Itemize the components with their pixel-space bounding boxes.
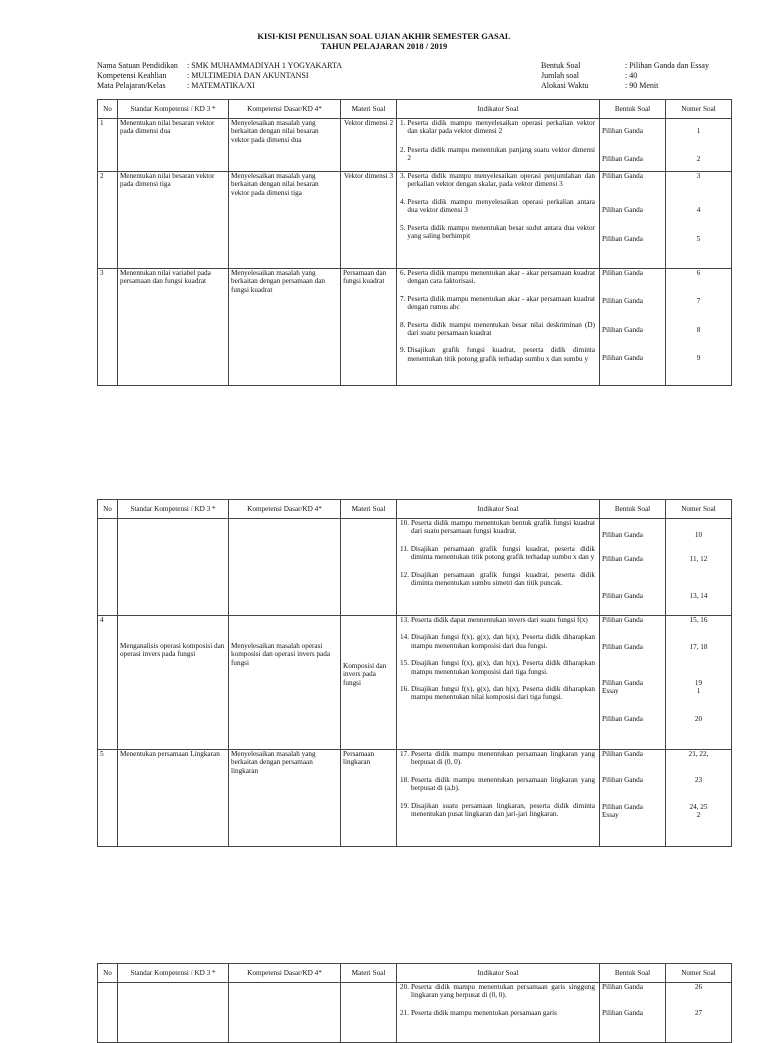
bentuk-soal-value: Pilihan Ganda xyxy=(602,325,643,334)
nomer-soal-value: 4 xyxy=(696,206,701,215)
standar-kompetensi-cell xyxy=(118,519,229,616)
kompetensi-dasar-cell: Menyelesaikan masalah yang berkaitan dengan nilai besaran vektor pada dimensi tiga xyxy=(229,172,341,269)
materi-soal-cell: Vektor dimensi 2 xyxy=(341,119,397,172)
row-number: 5 xyxy=(98,750,118,847)
bentuk-soal-cell xyxy=(600,269,666,386)
bentuk-soal-value: Pilihan Ganda xyxy=(602,776,643,785)
indikator-item xyxy=(399,633,597,650)
indikator-item xyxy=(399,685,597,702)
info-row xyxy=(541,71,709,81)
header-nomer-soal: Nomer Soal xyxy=(666,100,732,119)
row-number: 1 xyxy=(98,119,118,172)
header-bentuk-soal: Bentuk Soal xyxy=(600,964,666,983)
info-value: : MATEMATIKA/XI xyxy=(187,81,255,90)
indikator-text: Peserta didik mampu menyelesaikan operasi perkalian antara dua vektor dimensi 3 xyxy=(407,197,595,215)
indikator-text: Disajikan fungsi f(x), g(x), dan h(x), Peserta didik diharapkan mampu menentukan nilai komposisi dari tiga fungsi. xyxy=(410,685,595,702)
nomer-soal-cell xyxy=(666,172,732,269)
bentuk-soal-value: Pilihan Ganda xyxy=(602,616,643,624)
kompetensi-dasar-cell xyxy=(229,519,341,616)
bentuk-soal-value: Pilihan Ganda xyxy=(602,127,643,135)
indikator-text: Peserta didik mampu menyelesaikan operasi perkalian vektor dan skalar pada vektor dimensi 2 xyxy=(407,119,595,136)
header-nomer-soal: Nomer Soal xyxy=(666,964,732,983)
indikator-number: 3. xyxy=(400,172,406,180)
bentuk-soal-cell xyxy=(600,119,666,172)
standar-kompetensi-cell xyxy=(118,983,229,1043)
exam-info xyxy=(541,61,709,91)
materi-soal-cell xyxy=(341,983,397,1043)
header-no: No xyxy=(98,964,118,983)
indikator-item xyxy=(399,269,597,286)
indikator-soal-cell xyxy=(397,983,600,1043)
indikator-text: Peserta didik mampu menentukan besar sudut antara dua vektor yang saling berhimpit xyxy=(407,223,595,241)
indikator-number: 8. xyxy=(400,320,406,329)
kompetensi-dasar-cell xyxy=(229,983,341,1043)
standar-kompetensi-cell: Menentukan nilai besaran vektor pada dimensi tiga xyxy=(118,172,229,269)
row-number xyxy=(98,519,118,616)
standar-kompetensi-cell: Menentukan persamaan Lingkaran xyxy=(118,750,229,847)
indikator-text: Peserta didik mampu menentukan persamaan garis singgung lingkaran yang berpusat di (0, 0). xyxy=(410,983,595,1000)
school-info xyxy=(97,61,342,91)
indikator-soal-cell xyxy=(397,616,600,750)
indikator-number: 5. xyxy=(400,223,406,232)
nomer-soal-cell xyxy=(666,983,732,1043)
table-row xyxy=(98,750,732,847)
indikator-soal-cell xyxy=(397,750,600,847)
indikator-number: 9. xyxy=(400,346,406,355)
bentuk-soal-value: Pilihan Ganda xyxy=(602,678,643,687)
row-number: 2 xyxy=(98,172,118,269)
indikator-text: Peserta didik mampu menentukan persamaan garis xyxy=(410,1008,557,1017)
info-row xyxy=(97,81,342,91)
nomer-soal-value: 21, 22, xyxy=(688,750,709,758)
indikator-soal-cell xyxy=(397,269,600,386)
nomer-soal-value: 13, 14 xyxy=(689,591,708,600)
header-standar-kompetensi: Standar Kompetensi / KD 3 * xyxy=(118,964,229,983)
bentuk-soal-value: Pilihan Ganda xyxy=(602,643,643,652)
bentuk-soal-cell xyxy=(600,616,666,750)
indikator-number: 4. xyxy=(400,197,406,206)
indikator-text: Peserta didik mampu menyelesaikan operasi penjumlahan dan perkalian vektor dengan skalar, pada vektor dimensi 3 xyxy=(407,172,595,189)
nomer-soal-value: 11, 12 xyxy=(689,555,708,564)
indikator-text: Disajikan persamaan grafik fungsi kuadrat, peserta didik diminta menentukan sumbu simetri dan titik puncak. xyxy=(410,570,595,588)
info-key: Jumlah soal xyxy=(541,71,579,80)
indikator-item xyxy=(399,295,597,312)
header-materi-soal: Materi Soal xyxy=(341,500,397,519)
table-row xyxy=(98,269,732,386)
header-standar-kompetensi: Standar Kompetensi / KD 3 * xyxy=(118,500,229,519)
indikator-number: 16. xyxy=(400,685,409,694)
indikator-item xyxy=(399,545,597,562)
nomer-soal-value: 1 xyxy=(696,127,701,135)
indikator-number: 15. xyxy=(400,659,409,668)
indikator-number: 6. xyxy=(400,269,406,277)
header-kompetensi-dasar: Kompetensi Dasar/KD 4* xyxy=(229,964,341,983)
indikator-item xyxy=(399,172,597,189)
materi-soal-cell: Vektor dimensi 3 xyxy=(341,172,397,269)
bentuk-soal-value: Essay xyxy=(602,811,619,820)
indikator-text: Disajikan suatu persamaan lingkaran, peserta didik diminta menentukan pusat lingkaran dan jari-jari lingkaran. xyxy=(410,801,595,819)
info-row xyxy=(541,81,709,91)
header-indikator-soal: Indikator Soal xyxy=(397,100,600,119)
nomer-soal-value: 8 xyxy=(696,325,701,334)
table-header-row xyxy=(98,100,732,119)
info-row xyxy=(97,71,342,81)
info-value: : Pilihan Ganda dan Essay xyxy=(625,61,709,70)
indikator-number: 2. xyxy=(400,145,406,154)
indikator-number: 14. xyxy=(400,633,409,642)
standar-kompetensi-cell: Menentukan nilai besaran vektor pada dimensi dua xyxy=(118,119,229,172)
nomer-soal-value: 2 xyxy=(696,155,701,164)
indikator-item xyxy=(399,198,597,215)
indikator-number: 11. xyxy=(400,544,409,553)
kisi-kisi-table-2 xyxy=(97,499,732,847)
indikator-number: 21. xyxy=(400,1008,409,1017)
indikator-soal-cell xyxy=(397,119,600,172)
bentuk-soal-value: Pilihan Ganda xyxy=(602,591,643,600)
kompetensi-dasar-cell: Menyelesaikan masalah yang berkaitan dengan persamaan dan fungsi kuadrat xyxy=(229,269,341,386)
indikator-text: Disajikan fungsi f(x), g(x), dan h(x), Peserta didik diharapkan mampu menentukan komposisi dari dua fungsi. xyxy=(410,633,595,650)
bentuk-soal-value: Pilihan Ganda xyxy=(602,172,643,180)
indikator-number: 12. xyxy=(400,570,409,579)
nomer-soal-value: 7 xyxy=(696,297,701,306)
nomer-soal-value: 23 xyxy=(694,776,703,785)
indikator-text: Peserta didik mampu menentukan persamaan lingkaran yang berpusat di (a,b). xyxy=(410,775,595,793)
indikator-item xyxy=(399,519,597,536)
standar-kompetensi-cell xyxy=(118,616,229,750)
indikator-number: 1. xyxy=(400,119,406,127)
indikator-text: Disajikan grafik fungsi kuadrat, peserta didik diminta menentukan titik potong grafik terhadap sumbu x dan sumbu y xyxy=(407,346,595,363)
materi-soal-text: Komposisi dan invers pada fungsi xyxy=(343,662,387,687)
indikator-number: 19. xyxy=(400,801,409,810)
bentuk-soal-value: Pilihan Ganda xyxy=(602,206,643,215)
info-key: Bentuk Soal xyxy=(541,61,581,70)
indikator-item xyxy=(399,802,597,819)
materi-soal-cell xyxy=(341,616,397,750)
info-key: Nama Satuan Pendidikan xyxy=(97,61,178,70)
standar-kompetensi-cell: Menentukan nilai variabel pada persamaan dan fungsi kuadrat xyxy=(118,269,229,386)
bentuk-soal-value: Pilihan Ganda xyxy=(602,297,643,306)
bentuk-soal-cell xyxy=(600,172,666,269)
nomer-soal-cell xyxy=(666,519,732,616)
indikator-item xyxy=(399,119,597,136)
row-number: 3 xyxy=(98,269,118,386)
table-row xyxy=(98,616,732,750)
nomer-soal-value: 19 xyxy=(694,678,703,687)
kompetensi-dasar-cell: Menyelesaikan masalah yang berkaitan dengan persamaan lingkaran xyxy=(229,750,341,847)
indikator-item xyxy=(399,321,597,338)
indikator-item xyxy=(399,571,597,588)
indikator-item xyxy=(399,659,597,676)
info-value: : 40 xyxy=(625,71,638,80)
header-indikator-soal: Indikator Soal xyxy=(397,500,600,519)
header-indikator-soal: Indikator Soal xyxy=(397,964,600,983)
table-row xyxy=(98,119,732,172)
indikator-number: 20. xyxy=(400,983,409,991)
document-subtitle: TAHUN PELAJARAN 2018 / 2019 xyxy=(320,41,448,51)
nomer-soal-value: 17, 18 xyxy=(689,643,708,652)
info-row xyxy=(541,61,709,71)
indikator-text: Peserta didik mampu menentukan panjang suatu vektor dimensi 2 xyxy=(407,145,595,163)
header-materi-soal: Materi Soal xyxy=(341,100,397,119)
indikator-item xyxy=(399,750,597,767)
row-number xyxy=(98,983,118,1043)
info-key: Alokasi Waktu xyxy=(541,81,589,90)
header-standar-kompetensi: Standar Kompetensi / KD 3 * xyxy=(118,100,229,119)
table-header-row xyxy=(98,964,732,983)
standar-kompetensi-text: Menganalisis operasi komposisi dan operasi invers pada fungsi xyxy=(120,642,225,659)
nomer-soal-value: 20 xyxy=(694,714,703,723)
bentuk-soal-value: Pilihan Ganda xyxy=(602,155,643,164)
indikator-text: Peserta didik dapat mennentukan invers dari suatu fungsi f(x) xyxy=(410,616,588,624)
materi-soal-cell xyxy=(341,519,397,616)
nomer-soal-value: 24, 25 xyxy=(689,802,708,811)
indikator-item xyxy=(399,776,597,793)
nomer-soal-value: 1 xyxy=(696,687,701,696)
indikator-soal-cell xyxy=(397,519,600,616)
indikator-soal-cell xyxy=(397,172,600,269)
bentuk-soal-value: Pilihan Ganda xyxy=(602,714,643,723)
indikator-number: 10. xyxy=(400,519,409,527)
indikator-number: 7. xyxy=(400,294,406,303)
nomer-soal-cell xyxy=(666,269,732,386)
nomer-soal-cell xyxy=(666,616,732,750)
bentuk-soal-cell xyxy=(600,983,666,1043)
bentuk-soal-value: Pilihan Ganda xyxy=(602,269,643,277)
nomer-soal-cell xyxy=(666,119,732,172)
info-value: : MULTIMEDIA DAN AKUNTANSI xyxy=(187,71,309,80)
indikator-text: Peserta didik mampu menentukan besar nilai deskriminan (D) dari suatu persamaan kuadrat xyxy=(407,320,595,338)
materi-soal-cell: Persamaan lingkaran xyxy=(341,750,397,847)
nomer-soal-value: 27 xyxy=(694,1009,703,1018)
indikator-item xyxy=(399,983,597,1000)
nomer-soal-value: 9 xyxy=(696,354,701,363)
bentuk-soal-value: Pilihan Ganda xyxy=(602,1009,643,1018)
bentuk-soal-cell xyxy=(600,519,666,616)
indikator-text: Disajikan fungsi f(x), g(x), dan h(x), Peserta didik diharapkan mampu menentukan komposisi dari tiga fungsi. xyxy=(410,659,595,676)
indikator-item xyxy=(399,224,597,241)
table-row xyxy=(98,983,732,1043)
indikator-text: Disajikan persamaan grafik fungsi kuadrat, peserta didik diminta menentukan titik potong grafik terhadap sumbu x dan y xyxy=(410,544,595,562)
kompetensi-dasar-text: Menyelesaikan masalah operasi komposisi dan operasi invers pada fungsi xyxy=(231,642,331,667)
nomer-soal-value: 6 xyxy=(696,269,701,277)
bentuk-soal-value: Pilihan Ganda xyxy=(602,234,643,243)
table-row xyxy=(98,172,732,269)
indikator-item xyxy=(399,146,597,163)
indikator-number: 18. xyxy=(400,775,409,784)
info-row xyxy=(97,61,342,71)
indikator-text: Peserta didik mampu menentukan akar - akar persamaan kuadrat dengan cara faktorisasi. xyxy=(407,269,595,286)
bentuk-soal-value: Pilihan Ganda xyxy=(602,802,643,811)
info-value: : 90 Menit xyxy=(625,81,659,90)
header-bentuk-soal: Bentuk Soal xyxy=(600,500,666,519)
header-bentuk-soal: Bentuk Soal xyxy=(600,100,666,119)
header-kompetensi-dasar: Kompetensi Dasar/KD 4* xyxy=(229,500,341,519)
bentuk-soal-value: Pilihan Ganda xyxy=(602,750,643,758)
nomer-soal-value: 15, 16 xyxy=(689,616,708,624)
nomer-soal-value: 26 xyxy=(694,983,703,991)
nomer-soal-value: 10 xyxy=(694,531,703,539)
kompetensi-dasar-cell: Menyelesaikan masalah yang berkaitan dengan nilai besaran vektor pada dimensi dua xyxy=(229,119,341,172)
bentuk-soal-value: Essay xyxy=(602,687,619,696)
indikator-number: 13. xyxy=(400,616,409,624)
header-nomer-soal: Nomer Soal xyxy=(666,500,732,519)
bentuk-soal-value: Pilihan Ganda xyxy=(602,983,643,991)
kompetensi-dasar-cell xyxy=(229,616,341,750)
bentuk-soal-value: Pilihan Ganda xyxy=(602,354,643,363)
indikator-text: Peserta didik mampu menentukan persamaan lingkaran yang berpusat di (0, 0). xyxy=(410,750,595,767)
indikator-item xyxy=(399,1009,597,1017)
header-no: No xyxy=(98,100,118,119)
nomer-soal-value: 3 xyxy=(696,172,701,180)
info-value: : SMK MUHAMMADIYAH 1 YOGYAKARTA xyxy=(187,61,343,70)
row-number: 4 xyxy=(98,616,118,750)
info-key: Kompetensi Keahlian xyxy=(97,71,167,80)
bentuk-soal-value: Pilihan Ganda xyxy=(602,555,643,564)
header-kompetensi-dasar: Kompetensi Dasar/KD 4* xyxy=(229,100,341,119)
nomer-soal-value: 5 xyxy=(696,234,701,243)
table-row xyxy=(98,519,732,616)
bentuk-soal-cell xyxy=(600,750,666,847)
kisi-kisi-table-3 xyxy=(97,963,732,1043)
header-materi-soal: Materi Soal xyxy=(341,964,397,983)
info-key: Mata Pelajaran/Kelas xyxy=(97,81,166,90)
indikator-item xyxy=(399,616,597,624)
indikator-number: 17. xyxy=(400,750,409,758)
table-header-row xyxy=(98,500,732,519)
indikator-text: Peserta didik mampu menentukan bentuk grafik fungsi kuadrat dari suatu persamaan fungsi kuadrat. xyxy=(410,519,595,536)
indikator-text: Peserta didik mampu menentukan akar - akar persamaan kuadrat dengan rumus abc xyxy=(407,294,595,312)
bentuk-soal-value: Pilihan Ganda xyxy=(602,531,643,539)
nomer-soal-cell xyxy=(666,750,732,847)
materi-soal-cell: Persamaan dan fungsi kuadrat xyxy=(341,269,397,386)
indikator-item xyxy=(399,346,597,363)
document-title: KISI-KISI PENULISAN SOAL UJIAN AKHIR SEMESTER GASAL xyxy=(257,31,511,41)
nomer-soal-value: 2 xyxy=(696,811,701,820)
header-no: No xyxy=(98,500,118,519)
kisi-kisi-table-1 xyxy=(97,99,732,386)
